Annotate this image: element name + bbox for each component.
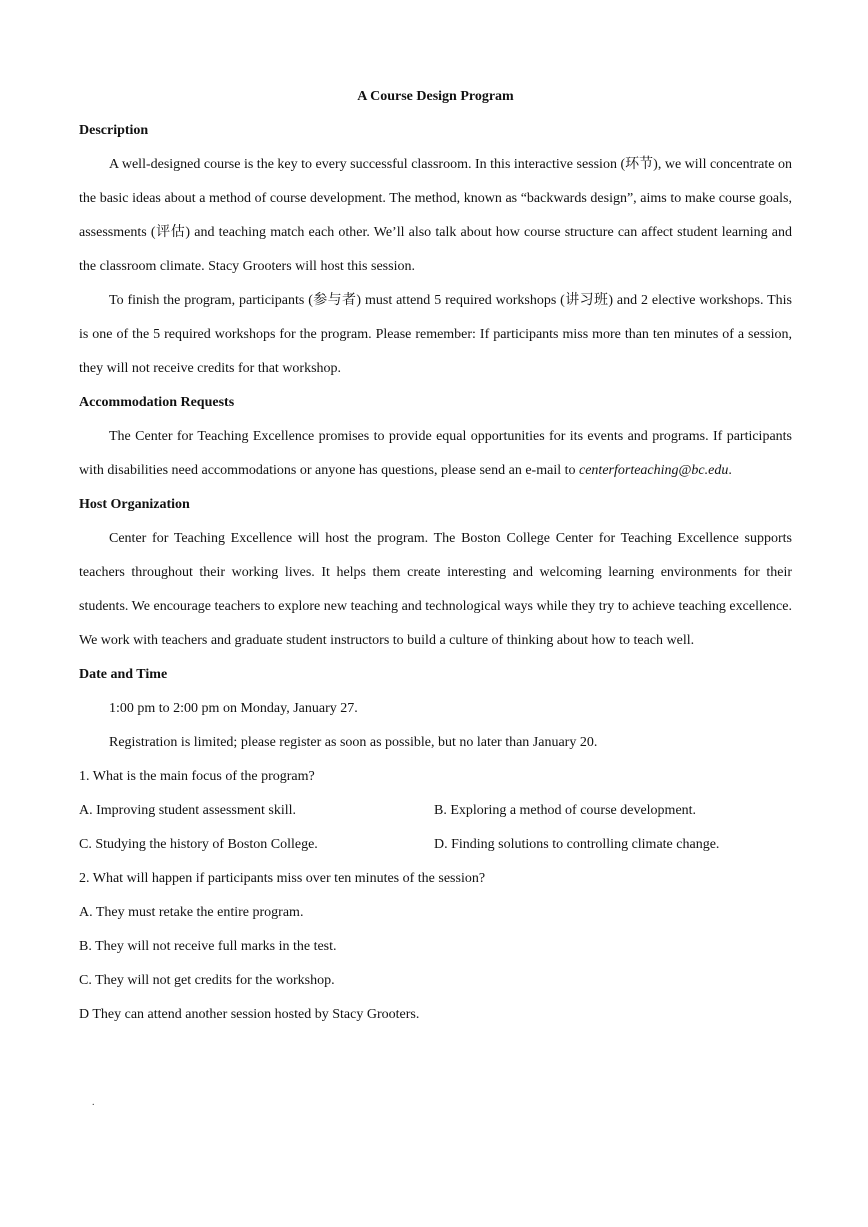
host-heading: Host Organization bbox=[79, 497, 190, 512]
description-heading: Description bbox=[79, 123, 149, 138]
registration-line: Registration is limited; please register as soon as possible, but no later than January 20. bbox=[109, 735, 598, 750]
email-period: . bbox=[728, 463, 732, 478]
date-time-line: 1:00 pm to 2:00 pm on Monday, January 27. bbox=[109, 701, 358, 716]
question-1-option-b[interactable]: B. Exploring a method of course development. bbox=[434, 803, 697, 818]
document-page bbox=[79, 80, 792, 1032]
page-title: A Course Design Program bbox=[357, 89, 514, 104]
description-paragraph-2: To finish the program, participants (参与者) must attend 5 required workshops (讲习班) and 2 elective workshops. This is one of the 5 required workshops for the program. Please remember: If participants miss more than ten minutes of a session, they will not receive credits for that workshop. bbox=[79, 293, 792, 376]
question-1-options-row-1 bbox=[79, 794, 792, 828]
question-1-option-a[interactable]: A. Improving student assessment skill. bbox=[79, 803, 296, 818]
stray-mark: . bbox=[92, 1097, 95, 1108]
question-1-option-c[interactable]: C. Studying the history of Boston College. bbox=[79, 837, 318, 852]
question-2-stem: 2. What will happen if participants miss over ten minutes of the session? bbox=[79, 871, 486, 886]
question-2-option-b[interactable]: B. They will not receive full marks in the test. bbox=[79, 939, 337, 954]
question-2-option-d[interactable]: D They can attend another session hosted by Stacy Grooters. bbox=[79, 1007, 420, 1022]
accommodation-text: The Center for Teaching Excellence promises to provide equal opportunities for its events and programs. If participants with disabilities need accommodations or anyone has questions, please send an e-mail to bbox=[79, 429, 792, 478]
question-1-option-d[interactable]: D. Finding solutions to controlling climate change. bbox=[434, 837, 720, 852]
description-paragraph-1: A well-designed course is the key to every successful classroom. In this interactive session (环节), we will concentrate on the basic ideas about a method of course development. The method, known as “backwards design”, aims to make course goals, assessments (评估) and teaching match each other. We’ll also talk about how course structure can affect student learning and the classroom climate. Stacy Grooters will host this session. bbox=[79, 157, 792, 274]
question-1-stem: 1. What is the main focus of the program? bbox=[79, 769, 315, 784]
question-2-option-a[interactable]: A. They must retake the entire program. bbox=[79, 905, 304, 920]
question-1-options-row-2 bbox=[79, 828, 792, 862]
host-paragraph: Center for Teaching Excellence will host the program. The Boston College Center for Teaching Excellence supports teachers throughout their working lives. It helps them create interesting and welcoming learning environments for their students. We encourage teachers to explore new teaching and technological ways while they try to achieve teaching excellence. We work with teachers and graduate student instructors to build a culture of thinking about how to teach well. bbox=[79, 531, 792, 648]
date-time-heading: Date and Time bbox=[79, 667, 168, 682]
accommodation-paragraph bbox=[79, 420, 792, 488]
contact-email-link[interactable]: centerforteaching@bc.edu bbox=[579, 463, 729, 478]
accommodation-heading: Accommodation Requests bbox=[79, 395, 235, 410]
question-2-option-c[interactable]: C. They will not get credits for the workshop. bbox=[79, 973, 335, 988]
